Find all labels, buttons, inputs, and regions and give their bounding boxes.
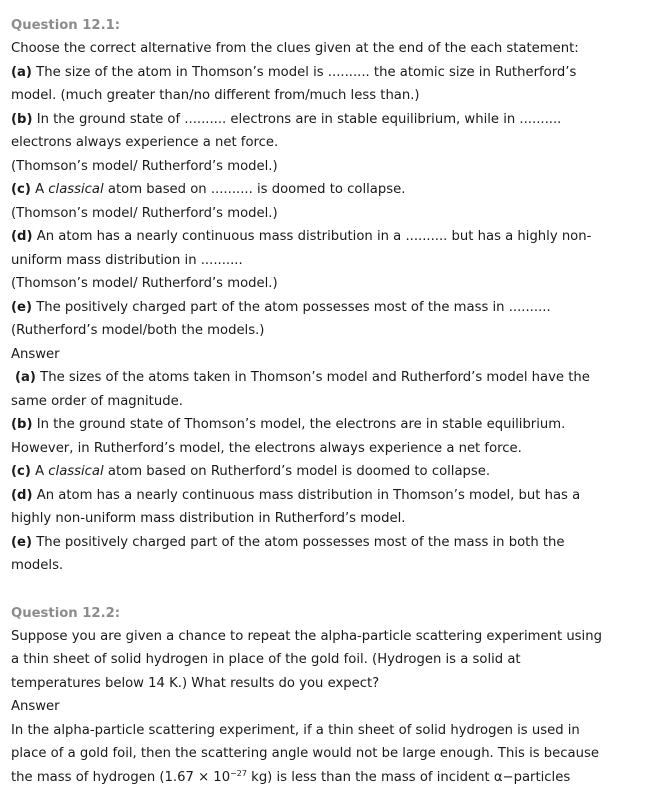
answer-text: A — [31, 464, 48, 479]
statement-text: The positively charged part of the atom possesses most of the mass in .......... — [32, 300, 551, 315]
statement-c-options: (Thomson’s model/ Rutherford’s model.) — [11, 202, 656, 226]
question-title: Question 12.1: — [11, 14, 656, 37]
statement-text: atom based on .......... is doomed to collapse. — [104, 182, 406, 197]
statement-label: (b) — [11, 112, 33, 127]
statement-text: An atom has a nearly continuous mass distribution in a .......... but has a highly non- — [33, 229, 592, 244]
statement-d-options: (Thomson’s model/ Rutherford’s model.) — [11, 272, 656, 296]
answer-text: An atom has a nearly continuous mass distribution in Thomson’s model, but has a — [33, 488, 581, 503]
answer-b-cont: However, in Rutherford’s model, the electrons always experience a net force. — [11, 437, 656, 461]
answer-d — [11, 484, 656, 508]
answer-e-cont: models. — [11, 554, 656, 578]
emphasis-text: classical — [48, 182, 103, 197]
statement-e — [11, 296, 656, 320]
answer-a — [11, 366, 656, 390]
answer-text: atom based on Rutherford’s model is doomed to collapse. — [104, 464, 490, 479]
answer-label: (e) — [11, 535, 32, 550]
answer-e — [11, 531, 656, 555]
question-intro: Choose the correct alternative from the clues given at the end of the each statement: — [11, 37, 656, 61]
answer-label: (d) — [11, 488, 33, 503]
answer-heading: Answer — [11, 695, 656, 719]
answer-heading: Answer — [11, 343, 656, 367]
answer-b — [11, 413, 656, 437]
statement-text: A — [31, 182, 48, 197]
answer-c — [11, 460, 656, 484]
statement-b-options: (Thomson’s model/ Rutherford’s model.) — [11, 155, 656, 179]
statement-c — [11, 178, 656, 202]
statement-label: (c) — [11, 182, 31, 197]
section-spacer — [11, 578, 656, 602]
answer-text: The sizes of the atoms taken in Thomson’s model and Rutherford’s model have the — [36, 370, 590, 385]
answer-text: In the alpha-particle scattering experiment, if a thin sheet of solid hydrogen is used in — [11, 719, 656, 743]
answer-text: place of a gold foil, then the scattering angle would not be large enough. This is because — [11, 742, 656, 766]
answer-label: (a) — [15, 370, 36, 385]
statement-label: (a) — [11, 65, 32, 80]
statement-text: In the ground state of .......... electrons are in stable equilibrium, while in .......... — [33, 112, 562, 127]
emphasis-text: classical — [48, 464, 103, 479]
answer-text: In the ground state of Thomson’s model, the electrons are in stable equilibrium. — [33, 417, 566, 432]
answer-text: The positively charged part of the atom possesses most of the mass in both the — [32, 535, 565, 550]
statement-a-cont: model. (much greater than/no different from/much less than.) — [11, 84, 656, 108]
question-text: Suppose you are given a chance to repeat the alpha-particle scattering experiment using — [11, 625, 656, 649]
question-title: Question 12.2: — [11, 602, 656, 625]
answer-text: the mass of hydrogen (1.67 × 10 — [11, 770, 230, 785]
question-text: a thin sheet of solid hydrogen in place of the gold foil. (Hydrogen is a solid at — [11, 648, 656, 672]
answer-a-cont: same order of magnitude. — [11, 390, 656, 414]
answer-text: kg) is less than the mass of incident α−particles — [247, 770, 570, 785]
statement-a — [11, 61, 656, 85]
statement-label: (e) — [11, 300, 32, 315]
answer-label: (b) — [11, 417, 33, 432]
statement-b-cont: electrons always experience a net force. — [11, 131, 656, 155]
statement-e-options: (Rutherford’s model/both the models.) — [11, 319, 656, 343]
statement-b — [11, 108, 656, 132]
exponent: −27 — [230, 769, 247, 778]
statement-d-cont: uniform mass distribution in .......... — [11, 249, 656, 273]
statement-text: The size of the atom in Thomson’s model is .......... the atomic size in Rutherford’s — [32, 65, 576, 80]
question-text: temperatures below 14 K.) What results do you expect? — [11, 672, 656, 696]
answer-d-cont: highly non-uniform mass distribution in Rutherford’s model. — [11, 507, 656, 531]
answer-text-formula — [11, 766, 656, 789]
statement-label: (d) — [11, 229, 33, 244]
statement-d — [11, 225, 656, 249]
answer-label: (c) — [11, 464, 31, 479]
